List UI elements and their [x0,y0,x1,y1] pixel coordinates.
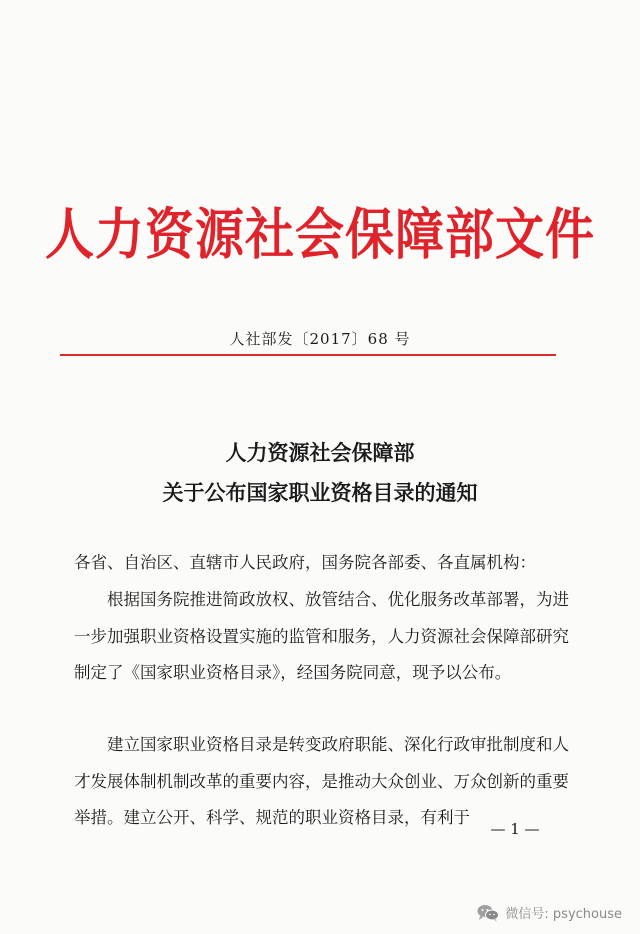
wechat-icon [477,904,499,922]
document-number: 人社部发〔2017〕68 号 [229,330,411,348]
salutation: 各省、自治区、直辖市人民政府，国务院各部委、各直属机构： [74,553,536,572]
issuing-agency-title: 人力资源社会保障部文件 [44,201,595,267]
red-divider-line [60,354,556,356]
notice-title-line-1: 人力资源社会保障部 [225,441,415,465]
notice-title-line-2: 关于公布国家职业资格目录的通知 [162,481,478,505]
page-number: — 1 — [490,820,540,838]
body-paragraph-1: 根据国务院推进简政放权、放管结合、优化服务改革部署，为进一步加强职业资格设置实施的监管和服务，人力资源社会保障部研究制定了《国家职业资格目录》，经国务院同意，现予以公布。 [74,590,569,683]
wechat-watermark [477,903,622,922]
wechat-id-label: 微信号: psychouse [505,907,622,922]
body-paragraph-2: 建立国家职业资格目录是转变政府职能、深化行政审批制度和人才发展体制机制改革的重要内容，是推动大众创业、万众创新的重要举措。建立公开、科学、规范的职业资格目录，有利于 [74,735,569,828]
